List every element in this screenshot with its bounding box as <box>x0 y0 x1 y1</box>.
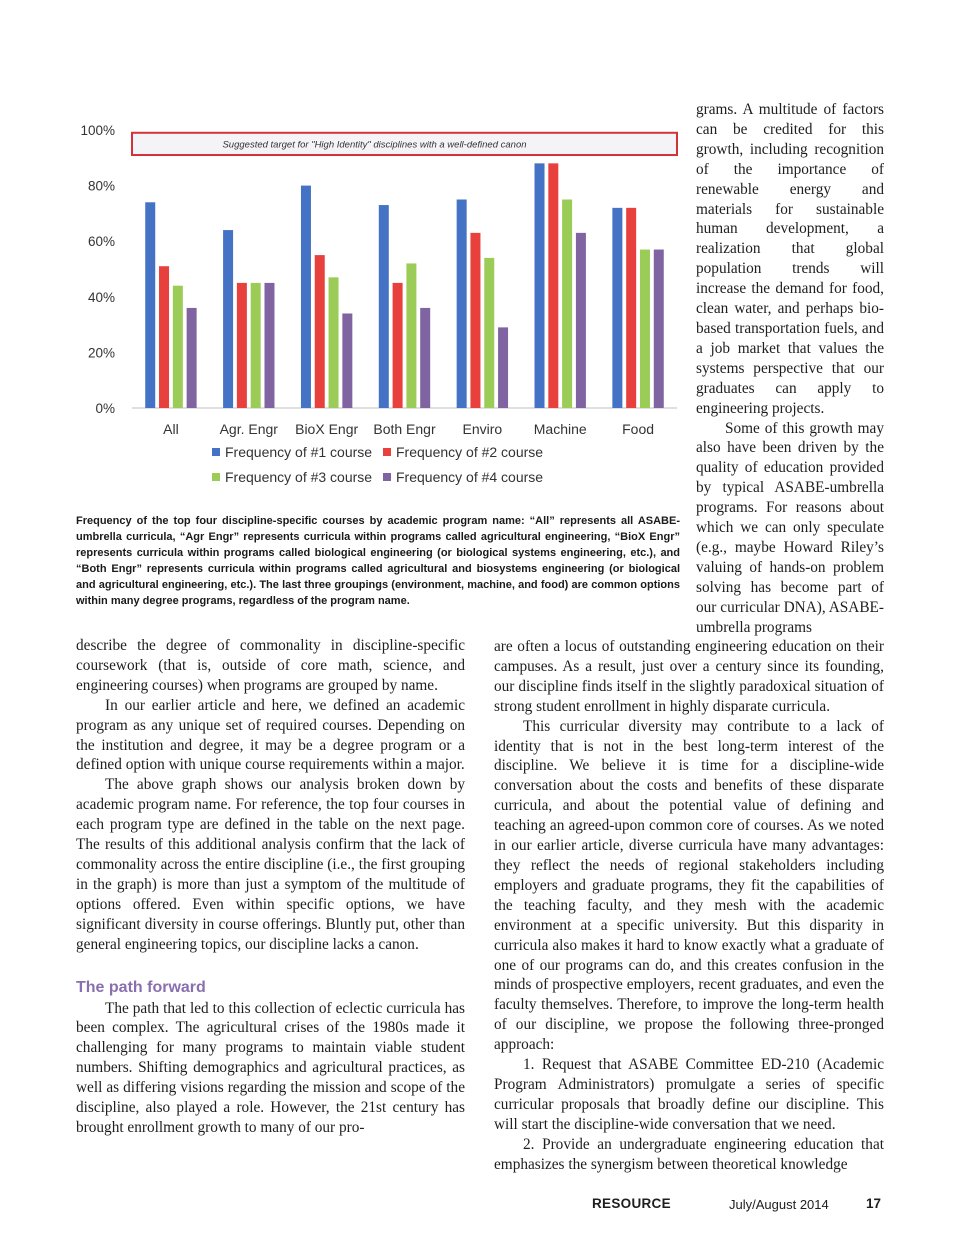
bar <box>562 200 572 409</box>
article-column-top-right <box>696 100 884 637</box>
target-band-label: Suggested target for "High Identity" disciplines with a well-defined canon <box>222 139 527 151</box>
body-paragraph: The above graph shows our analysis broken down by academic program name. For reference, the top four courses in each program type are defined in the table on the next page. The results of this additional analysis confirm that the lack of commonality across the entire discipline (i.e., the first grouping in the graph) is more than just a symptom of the multitude of options offered. Even within specific options, we have significant diversity in course offerings. Bluntly put, other than general engineering topics, our discipline lacks a canon. <box>76 776 465 953</box>
bar <box>470 233 480 408</box>
article-column-left <box>76 636 465 1138</box>
bar <box>223 230 233 408</box>
x-tick-label: Machine <box>533 421 587 437</box>
bar <box>237 283 247 408</box>
bar <box>654 250 664 408</box>
bar <box>329 277 339 408</box>
legend-swatch <box>212 473 220 481</box>
magazine-name: RESOURCE <box>592 1196 671 1211</box>
x-tick-label: Both Engr <box>373 421 436 437</box>
article-column-right <box>494 637 884 1174</box>
bar <box>640 250 650 408</box>
x-tick-label: BioX Engr <box>295 421 359 437</box>
bar <box>626 208 636 408</box>
bar <box>251 283 261 408</box>
x-tick-label: Agr. Engr <box>219 421 278 437</box>
legend-swatch <box>383 448 391 456</box>
bar <box>342 313 352 408</box>
x-tick-label: Enviro <box>462 421 503 437</box>
figure-caption: Frequency of the top four discipline-specific courses by academic program name: “All” represents all ASABE-umbrella curricula, “Agr Engr” represents curricula within programs called agricultural engineering, “BioX Engr” represents curricula within programs called biological engineering (or biological systems engineering, etc.), and “Both Engr” represents curricula within programs called agricultural and biosystems engineering (or biological and agricultural engineering, etc.). The last three groupings (environment, machine, and food) are common options within many degree programs, regardless of the program name. <box>76 515 680 607</box>
bar <box>457 200 467 409</box>
bar <box>379 205 389 408</box>
body-paragraph: In our earlier article and here, we defined an academic program as any unique set of required courses. Depending on the institution and degree, it may be a degree program or a defined option with unique course requirements within a major. <box>76 696 465 774</box>
body-paragraph: grams. A multitude of factors can be credited for this growth, including recognition of the importance of renewable energy and materials for sustainable human development, a realization that global population trends will increase the demand for food, clean water, and perhaps bio-based transportation fuels, and a job market that values the systems perspective that our graduates can apply to engineering projects. <box>696 101 884 417</box>
legend-label: Frequency of #2 course <box>396 444 544 460</box>
legend-label: Frequency of #4 course <box>396 469 544 485</box>
legend-label: Frequency of #1 course <box>225 444 373 460</box>
bar <box>393 283 403 408</box>
bar <box>420 308 430 408</box>
body-paragraph: are often a locus of outstanding engineering education on their campuses. As a result, just over a century since its founding, our discipline finds itself in the slightly paradoxical situation of strong student enrollment in highly disparate curricula. <box>494 638 884 715</box>
body-paragraph: Some of this growth may also have been driven by the quality of education provided by typical ASABE-umbrella programs. For reasons about which we can only speculate (e.g., maybe Howard Riley’s valuing of hands-on problem solving has become part of our curricular DNA), ASABE-umbrella programs <box>696 419 884 636</box>
legend-swatch <box>212 448 220 456</box>
section-heading: The path forward <box>76 978 206 996</box>
y-tick-label: 40% <box>87 289 115 305</box>
body-paragraph: 2. Provide an undergraduate engineering education that emphasizes the synergism between theoretical knowledge <box>494 1135 884 1173</box>
bar <box>612 208 622 408</box>
y-tick-label: 0% <box>95 401 115 416</box>
y-tick-label: 80% <box>87 178 115 194</box>
bar-chart <box>70 110 690 500</box>
y-tick-label: 100% <box>80 123 115 138</box>
bar <box>301 186 311 408</box>
bar <box>264 283 274 408</box>
y-tick-label: 60% <box>87 234 115 250</box>
bar <box>406 263 416 408</box>
bar <box>159 266 169 408</box>
body-paragraph: 1. Request that ASABE Committee ED-210 (Academic Program Administrators) promulgate a series of specific curricular proposals that broadly define our discipline. This will start the discipline-wide conversation that we need. <box>494 1056 884 1133</box>
bar <box>548 163 558 408</box>
bar <box>173 286 183 408</box>
bar <box>484 258 494 408</box>
bar <box>187 308 197 408</box>
legend-swatch <box>383 473 391 481</box>
bar <box>145 202 155 408</box>
y-tick-label: 20% <box>87 345 115 361</box>
page-number: 17 <box>866 1196 882 1211</box>
bar <box>315 255 325 408</box>
x-tick-label: Food <box>622 421 655 437</box>
bar <box>498 327 508 408</box>
x-tick-label: All <box>163 421 179 437</box>
body-paragraph: This curricular diversity may contribute to a lack of identity that is not in the best long-term interest of the discipline. We believe it is time for a discipline-wide conversation about the costs and benefits of these disparate curricula, and about the potential value of defining and teaching an agreed-upon common core of courses. As we noted in our earlier article, diverse curricula have many advantages: they reflect the needs of regional stakeholders including employers and graduate programs, they fit the capabilities of the teaching faculty, and they mesh with the academic environment at a specific university. But this disparity in curricula also makes it hard to know exactly what a graduate of one of our programs can do, and this creates confusion in the minds of prospective employers, recent graduates, and even the faculty themselves. Therefore, to improve the long-term health of our discipline, we propose the following three-pronged approach: <box>494 717 884 1054</box>
body-paragraph: describe the degree of commonality in discipline-specific coursework (that is, outside of core math, science, and engineering courses) when programs are grouped by name. <box>76 637 465 694</box>
bar <box>576 233 586 408</box>
bar <box>535 163 545 408</box>
issue-date: July/August 2014 <box>729 1197 829 1212</box>
body-paragraph: The path that led to this collection of eclectic curricula has been complex. The agricultural crises of the 1980s made it challenging for many programs to maintain viable student numbers. Shifting demographics and agricultural practices, as well as differing visions regarding the mission and scope of the discipline, also played a role. However, the 21st century has brought enrollment growth to many of our pro- <box>76 999 465 1136</box>
legend-label: Frequency of #3 course <box>225 469 373 485</box>
